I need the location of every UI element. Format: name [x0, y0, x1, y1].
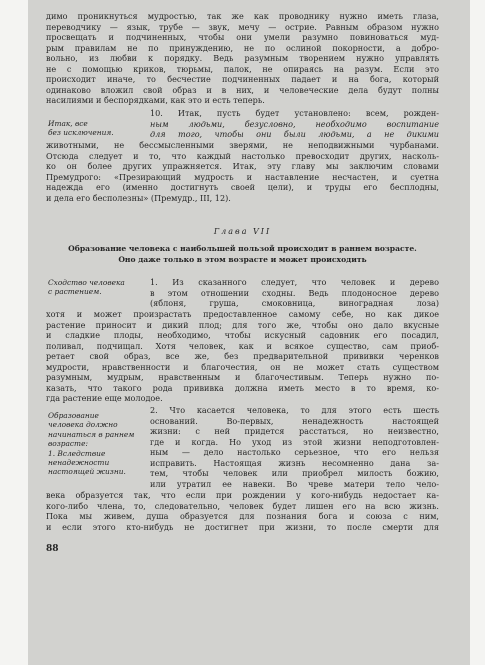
text-line: разумным, мудрым, нравственным и благочестивым. Теперь нужно по-: [46, 372, 439, 383]
text-line: кого-либо члена, то, следовательно, человек будет лишен его на всю жизнь.: [46, 500, 439, 511]
paragraph-10-cont: [46, 140, 439, 203]
text-line: или утратил ее навеки. Во чреве матери тело чело-: [150, 478, 439, 489]
heading-line: Образование человека с наибольшей пользой происходит в раннем возрасте.: [68, 244, 417, 253]
text-line: 1. Из сказанного следует, что человек и дерево: [150, 277, 439, 287]
text-line: димо проникнуться мудростью, так же как проводнику нужно иметь глаза,: [46, 11, 439, 21]
paragraph-1-cont: [46, 309, 439, 404]
sidenote-3: [48, 411, 148, 477]
text-line: просвещать и подчиненных, чтобы они умели разумно повиноваться муд-: [46, 32, 439, 43]
text-line: мудрости, нравственности и благочестия, он не может стать существом: [46, 361, 439, 372]
sidenote-line: начинаться в раннем: [48, 429, 135, 439]
text-line: тем, чтобы человек или приобрел милость божию,: [150, 468, 439, 479]
text-line: рым правилам не по принуждению, не по ослиной покорности, а добро-: [46, 42, 439, 53]
paragraph-top: [46, 11, 439, 106]
sidenote-line: без исключения.: [48, 128, 114, 138]
text-line: (яблоня, груша, смоковница, виноградная лоза): [150, 298, 439, 309]
text-line: 10. Итак, пусть будет установлено: всем, рожден-: [150, 108, 439, 118]
text-line: переводчику — язык, трубе — звук, мечу — острие. Равным образом нужно: [46, 21, 439, 32]
text-line: происходит иначе, то бесчестие подчиненных падает и на бога, который: [46, 74, 439, 85]
text-line: жизни: с ней придется расстаться, но неизвестно,: [150, 426, 439, 437]
text-line: исправить. Настоящая жизнь несомненно дана за-: [150, 457, 439, 468]
text-line: века образуется так, что если при рождении у кого-нибудь недостает ка-: [46, 490, 439, 500]
sidenote-line: Итак, все: [48, 119, 88, 128]
text-line: гда растение еще молодое.: [46, 393, 163, 404]
text-line: где и когда. Но уход из этой жизни неподготовлен-: [150, 436, 439, 447]
text-line: казать, что такого рода прививка должна иметь место в то время, ко-: [46, 382, 439, 393]
text-line: растение приносит и дикий плод; для того же, чтобы оно дало вкусные: [46, 319, 439, 330]
chapter-label: Глава VII: [213, 227, 272, 236]
page-number: 88: [46, 544, 59, 554]
paragraph-1: [150, 277, 439, 309]
text-line: и дела его бесполезны» (Премудр., III, 12).: [46, 192, 231, 203]
text-line: животными, не бессмысленными зверями, не неподвижными чурбанами.: [46, 140, 439, 150]
chapter-heading: [46, 244, 439, 265]
text-line: вольно, из любви к порядку. Ведь разумным творением нужно управлять: [46, 53, 439, 64]
text-line: ным — дело настолько серьезное, что его нельзя: [150, 447, 439, 458]
text-line: и сладкие плоды, необходимо, чтобы искусный садовник его посадил,: [46, 330, 439, 341]
text-line: насилиями и беспорядками, как это и есть теперь.: [46, 95, 265, 106]
sidenote-1: [48, 119, 148, 138]
text-line: Премудрого: «Презирающий мудрость и наставление несчастен, и суетна: [46, 171, 439, 182]
sidenote-line: возрасте:: [48, 439, 88, 449]
text-line: ко он более других упражняется. Итак, эту главу мы заключим словами: [46, 161, 439, 172]
text-line: надежда его (именно достигнуть своей цели), и труды его бесплодны,: [46, 182, 439, 193]
text-line: и если этого кто-нибудь не достигнет при жизни, то после смерти для: [46, 521, 439, 532]
text-line: одинаково вложил свой образ и в них, и человеческие дела будут полны: [46, 84, 439, 95]
text-line: 2. Что касается человека, то для этого есть шесть: [150, 405, 439, 415]
heading-line: Оно даже только в этом возрасте и может происходить: [118, 254, 367, 264]
text-line: Отсюда следует и то, что каждый настолько превосходит других, насколь-: [46, 150, 439, 161]
text-line: хотя и может произрастать предоставленное самому себе, но как дикое: [46, 309, 439, 319]
sidenote-line: человека должно: [48, 420, 118, 430]
text-line: оснований. Во-первых, ненадежность настоящей: [150, 415, 439, 426]
paragraph-2-cont: [46, 490, 439, 532]
sidenote-line: 1. Вследствие: [48, 448, 106, 458]
text-line: ным людьми, безусловно, необходимо воспитание: [150, 118, 439, 129]
sidenote-line: Образование: [48, 411, 99, 420]
sidenote-line: Сходство человека: [48, 278, 125, 287]
text-line: ретает свой образ, все же, без предварительной прививки черенков: [46, 351, 439, 362]
text-line: для того, чтобы они были людьми, а не дикими: [150, 129, 439, 140]
book-page: [28, 0, 470, 665]
sidenote-line: с растением.: [48, 287, 102, 297]
text-line: поливал, подчищал. Хотя человек, как и всякое существо, сам приоб-: [46, 340, 439, 351]
paragraph-10: [150, 108, 439, 140]
paragraph-2: [150, 405, 439, 489]
text-line: Пока мы живем, душа образуется для познания бога и союза с ним,: [46, 511, 439, 522]
sidenote-line: ненадежности: [48, 458, 110, 468]
text-line: в этом отношении сходны. Ведь плодоносное дерево: [150, 287, 439, 298]
text-line: не с помощью криков, тюрьмы, палок, не опираясь на разум. Если это: [46, 63, 439, 74]
sidenote-2: [48, 278, 148, 297]
sidenote-line: настоящей жизни.: [48, 467, 126, 477]
